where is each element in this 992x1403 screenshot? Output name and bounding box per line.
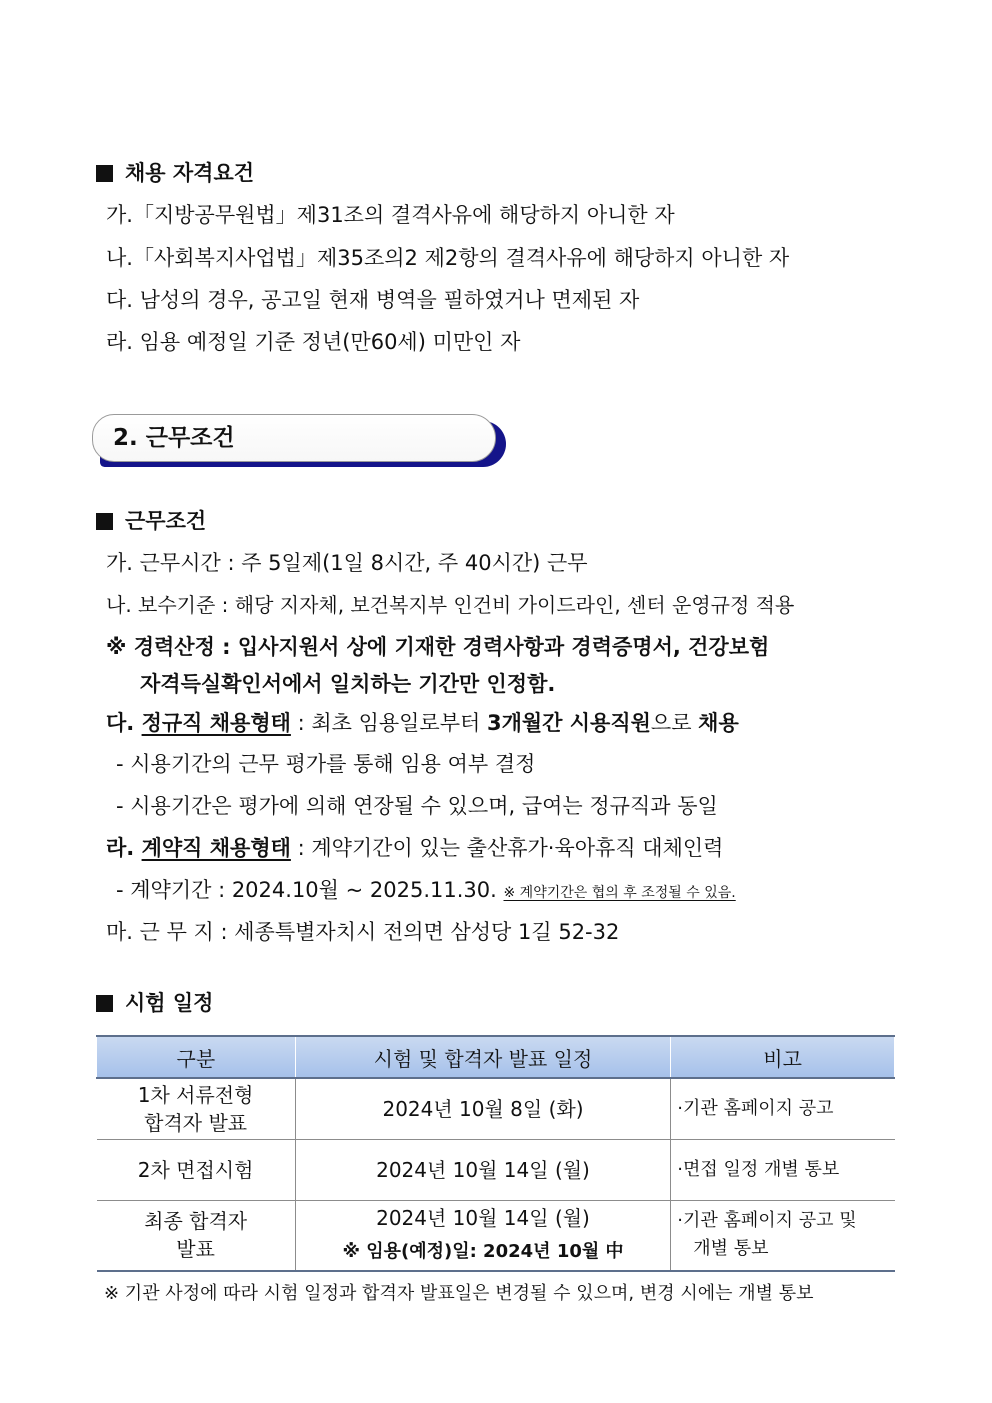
regular-sub-item: - 시용기간의 근무 평가를 통해 임용 여부 결정 xyxy=(116,752,536,776)
date-cell: 2024년 10월 14일 (월) ※ 임용(예정)일: 2024년 10월 中 xyxy=(295,1200,671,1271)
square-bullet-icon xyxy=(96,165,113,182)
note-cell: ·기관 홈페이지 공고 xyxy=(671,1078,895,1139)
section-banner xyxy=(92,414,508,468)
schedule-heading: 시험 일정 xyxy=(96,989,213,1017)
category-cell: 최종 합격자 발표 xyxy=(97,1200,296,1271)
pay-standard: 나. 보수기준 : 해당 지자체, 보건복지부 인건비 가이드라인, 센터 운영규정 적용 xyxy=(106,593,795,617)
regular-employment-term: 정규직 채용형태 xyxy=(141,711,291,735)
regular-sub-item: - 시용기간은 평가에 의해 연장될 수 있으며, 급여는 정규직과 동일 xyxy=(116,794,718,818)
square-bullet-icon xyxy=(96,995,113,1012)
date-cell: 2024년 10월 14일 (월) xyxy=(295,1139,671,1200)
banner-pill xyxy=(92,414,496,462)
square-bullet-icon xyxy=(96,513,113,530)
schedule-table xyxy=(96,1035,895,1272)
table-header-row xyxy=(97,1036,895,1078)
column-header: 구분 xyxy=(97,1036,296,1078)
career-note-line2: 자격득실확인서에서 일치하는 기간만 인정함. xyxy=(140,672,556,696)
contract-employment: 라. 계약직 채용형태 : 계약기간이 있는 출산휴가·육아휴직 대체인력 xyxy=(106,836,724,860)
section-title: 2. 근무조건 xyxy=(113,425,235,451)
table-row xyxy=(97,1200,895,1271)
contract-employment-term: 계약직 채용형태 xyxy=(141,836,291,860)
conditions-heading: 근무조건 xyxy=(96,507,206,535)
regular-employment: 다. 정규직 채용형태 : 최초 임용일로부터 3개월간 시용직원으로 채용 xyxy=(106,711,739,735)
work-location: 마. 근 무 지 : 세종특별자치시 전의면 삼성당 1길 52-32 xyxy=(106,920,620,944)
career-note-line1: ※ 경력산정 : 입사지원서 상에 기재한 경력사항과 경력증명서, 건강보험 xyxy=(106,635,770,659)
table-row xyxy=(97,1078,895,1139)
qualification-item: 다. 남성의 경우, 공고일 현재 병역을 필하였거나 면제된 자 xyxy=(106,288,640,312)
note-cell: ·기관 홈페이지 공고 및 개별 통보 xyxy=(671,1200,895,1271)
qualification-item: 나.「사회복지사업법」제35조의2 제2항의 결격사유에 해당하지 아니한 자 xyxy=(106,246,790,270)
table-row xyxy=(97,1139,895,1200)
appointment-date-note: ※ 임용(예정)일: 2024년 10월 中 xyxy=(342,1241,624,1263)
column-header: 시험 및 합격자 발표 일정 xyxy=(295,1036,671,1078)
qualification-item: 가.「지방공무원법」제31조의 결격사유에 해당하지 아니한 자 xyxy=(106,203,675,227)
contract-period-note: ※ 계약기간은 협의 후 조정될 수 있음. xyxy=(503,885,736,901)
qualification-item: 라. 임용 예정일 기준 정년(만60세) 미만인 자 xyxy=(106,330,521,354)
qualifications-heading: 채용 자격요건 xyxy=(96,159,254,187)
note-cell: ·면접 일정 개별 통보 xyxy=(671,1139,895,1200)
date-cell: 2024년 10월 8일 (화) xyxy=(295,1078,671,1139)
schedule-footnote: ※ 기관 사정에 따라 시험 일정과 합격자 발표일은 변경될 수 있으며, 변경 시에는 개별 통보 xyxy=(104,1283,814,1304)
contract-period: - 계약기간 : 2024.10월 ~ 2025.11.30. ※ 계약기간은 협의 후 조정될 수 있음. xyxy=(116,878,736,902)
category-cell: 1차 서류전형 합격자 발표 xyxy=(97,1078,296,1139)
category-cell: 2차 면접시험 xyxy=(97,1139,296,1200)
column-header: 비고 xyxy=(671,1036,895,1078)
work-hours: 가. 근무시간 : 주 5일제(1일 8시간, 주 40시간) 근무 xyxy=(106,551,588,575)
